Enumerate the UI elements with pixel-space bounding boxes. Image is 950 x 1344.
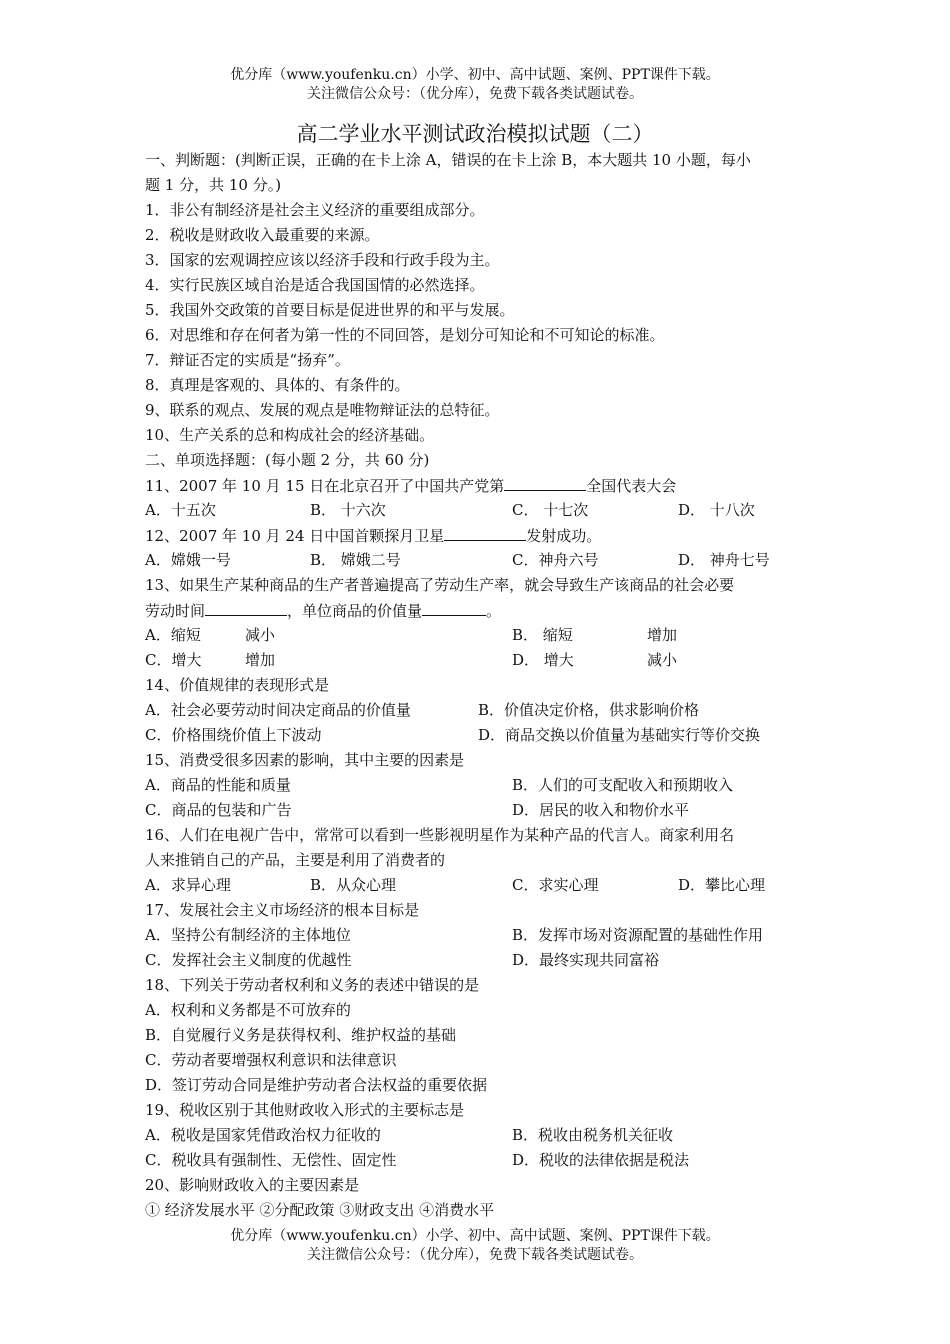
q19-stem: 19、税收区别于其他财政收入形式的主要标志是 (145, 1101, 465, 1119)
q11-options (145, 498, 815, 523)
q15-option-d: D．居民的收入和物价水平 (512, 801, 690, 819)
q16-option-d: D．攀比心理 (678, 876, 766, 894)
q19-options-cd (145, 1148, 815, 1173)
q12-option-a: A．嫦娥一号 (145, 551, 231, 569)
tf-item-10: 10、生产关系的总和构成社会的经济基础。 (145, 426, 435, 444)
tf-item-5: 5．我国外交政策的首要目标是促进世界的和平与发展。 (145, 301, 515, 319)
q18-option-c: C．劳动者要增强权利意识和法律意识 (145, 1051, 397, 1069)
q18-option-a: A．权利和义务都是不可放弃的 (145, 1001, 351, 1019)
q13-options-ab (145, 623, 815, 648)
q15-option-c: C．商品的包装和广告 (145, 801, 292, 819)
q13-stem-b: ，单位商品的价值量 (287, 602, 423, 620)
q15-option-b: B．人们的可支配收入和预期收入 (512, 776, 734, 794)
tf-item-9: 9、联系的观点、发展的观点是唯物辩证法的总特征。 (145, 401, 500, 419)
footer-line-1: 优分库（www.youfenku.cn）小学、初中、高中试题、案例、PPT课件下载。 (230, 1228, 720, 1244)
q19-option-b: B．税收由税务机关征收 (512, 1126, 674, 1144)
q12-option-b: B． 嫦娥二号 (310, 551, 401, 569)
q14-option-d: D．商品交换以价值量为基础实行等价交换 (478, 726, 761, 744)
q17-stem: 17、发展社会主义市场经济的根本目标是 (145, 901, 420, 919)
q20-choices: ① 经济发展水平 ②分配政策 ③财政支出 ④消费水平 (145, 1201, 495, 1219)
q18-option-d: D．签订劳动合同是维护劳动者合法权益的重要依据 (145, 1076, 488, 1094)
q11-stem-a: 11、2007 年 10 月 15 日在北京召开了中国共产党第 (145, 477, 505, 495)
q19-option-d: D．税收的法律依据是税法 (512, 1151, 690, 1169)
q17-option-b: B．发挥市场对资源配置的基础性作用 (512, 926, 764, 944)
q13-option-a: A．缩短 (145, 626, 201, 644)
q15-stem: 15、消费受很多因素的影响，其中主要的因素是 (145, 751, 465, 769)
q16-option-b: B．从众心理 (310, 876, 397, 894)
q19-option-c: C．税收具有强制性、无偿性、固定性 (145, 1151, 397, 1169)
q14-option-a: A．社会必要劳动时间决定商品的价值量 (145, 701, 411, 719)
q12-option-c: C．神舟六号 (512, 551, 599, 569)
q13-option-b: B． 缩短 (512, 626, 573, 644)
q17-option-d: D．最终实现共同富裕 (512, 951, 660, 969)
q12-option-d: D． 神舟七号 (678, 551, 770, 569)
q13-options-cd (145, 648, 815, 673)
q18-option-b: B．自觉履行义务是获得权利、维护权益的基础 (145, 1026, 457, 1044)
q12-stem-b: 发射成功。 (526, 527, 602, 545)
tf-item-7: 7．辩证否定的实质是“扬弃”。 (145, 351, 350, 369)
q15-option-a: A．商品的性能和质量 (145, 776, 291, 794)
section2-intro: 二、单项选择题：(每小题 2 分，共 60 分) (145, 451, 430, 469)
section1-intro-line2: 题 1 分，共 10 分。) (145, 176, 282, 194)
q13-stem-line2 (145, 598, 815, 623)
q20-stem: 20、影响财政收入的主要因素是 (145, 1176, 360, 1194)
q11-option-c: C． 十七次 (512, 501, 589, 519)
q13-blank-1 (205, 598, 287, 616)
footer-line-2: 关注微信公众号：（优分库），免费下载各类试题试卷。 (307, 1247, 643, 1263)
tf-item-3: 3．国家的宏观调控应该以经济手段和行政手段为主。 (145, 251, 500, 269)
tf-item-1: 1．非公有制经济是社会主义经济的重要组成部分。 (145, 201, 485, 219)
q12-options (145, 548, 815, 573)
q13-stem-c: 。 (486, 602, 502, 620)
q14-option-c: C．价格围绕价值上下波动 (145, 726, 322, 744)
page-title: 高二学业水平测试政治模拟试题（二） (296, 122, 654, 146)
q11-option-b: B． 十六次 (310, 501, 386, 519)
q19-options-ab (145, 1123, 815, 1148)
q11-blank (504, 473, 586, 491)
q15-options-ab (145, 773, 815, 798)
header-line-2: 关注微信公众号：（优分库），免费下载各类试题试卷。 (307, 86, 643, 102)
tf-item-6: 6．对思维和存在何者为第一性的不同回答，是划分可知论和不可知论的标准。 (145, 326, 665, 344)
section1-intro-line1: 一、判断题：(判断正误，正确的在卡上涂 A，错误的在卡上涂 B，本大题共 10 小题，每小 (145, 151, 751, 169)
q16-stem-line1: 16、人们在电视广告中，常常可以看到一些影视明星作为某种产品的代言人。商家利用名 (145, 826, 735, 844)
q18-stem: 18、下列关于劳动者权利和义务的表述中错误的是 (145, 976, 480, 994)
q13-option-b-2: 增加 (647, 626, 678, 644)
tf-item-8: 8．真理是客观的、具体的、有条件的。 (145, 376, 410, 394)
q13-option-a-2: 减小 (245, 626, 276, 644)
tf-item-2: 2．税收是财政收入最重要的来源。 (145, 226, 380, 244)
exam-content (145, 148, 815, 1223)
q11-option-a: A．十五次 (145, 501, 216, 519)
page-header (0, 66, 950, 104)
q14-options-cd (145, 723, 815, 748)
tf-item-4: 4．实行民族区域自治是适合我国国情的必然选择。 (145, 276, 485, 294)
q14-option-b: B．价值决定价格，供求影响价格 (478, 701, 700, 719)
q17-options-ab (145, 923, 815, 948)
q17-options-cd (145, 948, 815, 973)
q13-blank-2 (422, 598, 486, 616)
q13-stem-line1: 13、如果生产某种商品的生产者普遍提高了劳动生产率，就会导致生产该商品的社会必要 (145, 576, 735, 594)
q13-option-c: C．增大 (145, 651, 202, 669)
q12-stem (145, 523, 815, 548)
q13-stem-a: 劳动时间 (145, 602, 206, 620)
q11-option-d: D． 十八次 (678, 501, 755, 519)
q14-options-ab (145, 698, 815, 723)
q15-options-cd (145, 798, 815, 823)
q19-option-a: A．税收是国家凭借政治权力征收的 (145, 1126, 381, 1144)
q17-option-a: A．坚持公有制经济的主体地位 (145, 926, 351, 944)
q16-option-a: A．求异心理 (145, 876, 231, 894)
header-line-1: 优分库（www.youfenku.cn）小学、初中、高中试题、案例、PPT课件下载。 (230, 67, 720, 83)
q12-blank (444, 523, 526, 541)
q16-option-c: C．求实心理 (512, 876, 599, 894)
q17-option-c: C．发挥社会主义制度的优越性 (145, 951, 352, 969)
q14-stem: 14、价值规律的表现形式是 (145, 676, 330, 694)
q13-option-c-2: 增加 (245, 651, 276, 669)
q13-option-d: D． 增大 (512, 651, 574, 669)
q16-options (145, 873, 815, 898)
q11-stem-b: 全国代表大会 (586, 477, 677, 495)
q11-stem (145, 473, 815, 498)
q13-option-d-2: 减小 (647, 651, 678, 669)
page-footer (0, 1227, 950, 1265)
q12-stem-a: 12、2007 年 10 月 24 日中国首颗探月卫星 (145, 527, 445, 545)
q16-stem-line2: 人来推销自己的产品，主要是利用了消费者的 (145, 851, 446, 869)
